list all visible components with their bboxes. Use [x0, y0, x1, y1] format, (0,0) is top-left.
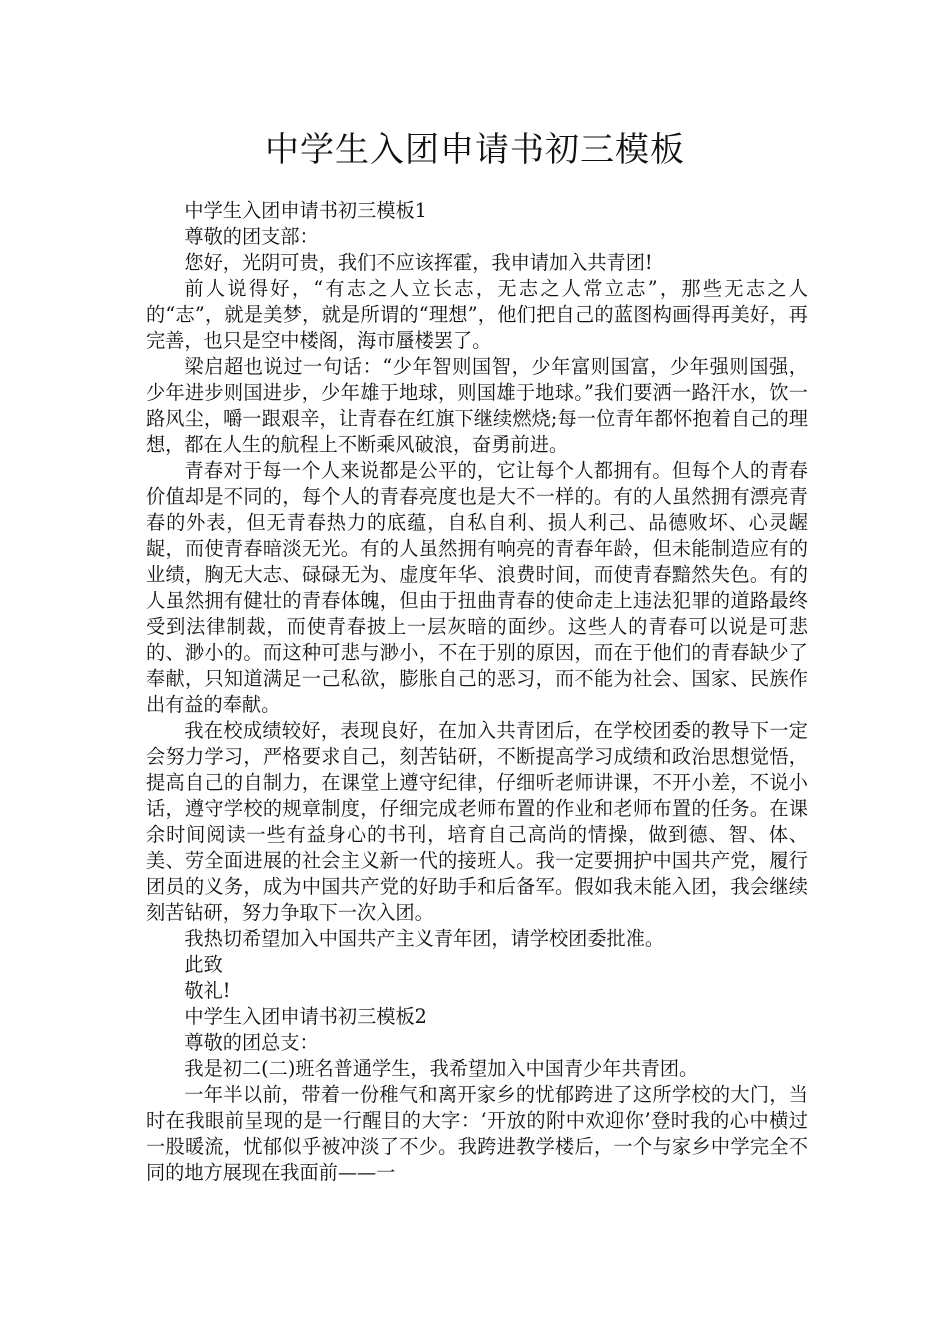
closing-line: 敬礼!: [184, 979, 231, 1002]
salutation-2: 尊敬的团总支：: [184, 1031, 319, 1054]
document-title: 中学生入团申请书初三模板: [265, 130, 685, 170]
paragraph: 梁启超也说过一句话：“少年智则国智，少年富则国富，少年强则国强，少年进步则国进步，少年雄于地球，则国雄于地球。”我们要洒一路汗水，饮一路风尘，嚼一跟艰辛，让青春在红旗下继续燃烧;每一位青年都怀抱着自己的理想，都在人生的航程上不断乘风破浪，奋勇前进。: [146, 355, 808, 456]
section-heading-2: 中学生入团申请书初三模板2: [184, 1005, 427, 1028]
paragraph: 我热切希望加入中国共产主义青年团，请学校团委批准。: [184, 927, 665, 950]
paragraph: 我是初二(二)班名普通学生，我希望加入中国青少年共青团。: [184, 1057, 699, 1080]
document-body: [146, 198, 808, 1186]
paragraph: 前人说得好，“有志之人立长志，无志之人常立志”，那些无志之人的“志”，就是美梦，就是所谓的“理想”，他们把自己的蓝图构画得再美好，再完善，也只是空中楼阁，海市蜃楼罢了。: [146, 277, 808, 352]
closing-line: 此致: [184, 953, 223, 976]
paragraph: 一年半以前，带着一份稚气和离开家乡的忧郁跨进了这所学校的大门，当时在我眼前呈现的是一行醒目的大字：‘开放的附中欢迎你’登时我的心中横过一股暖流，忧郁似乎被冲淡了不少。我跨进教学楼后，一个与家乡中学完全不同的地方展现在我面前——一: [146, 1083, 808, 1184]
salutation-1: 尊敬的团支部：: [184, 225, 319, 248]
section-heading-1: 中学生入团申请书初三模板1: [184, 199, 427, 222]
paragraph: 您好，光阴可贵，我们不应该挥霍，我申请加入共青团!: [184, 251, 653, 274]
paragraph: 青春对于每一个人来说都是公平的，它让每个人都拥有。但每个人的青春价值却是不同的，每个人的青春亮度也是大不一样的。有的人虽然拥有漂亮青春的外表，但无青春热力的底蕴，自私自利、损人利己、品德败坏、心灵龌龊，而使青春暗淡无光。有的人虽然拥有响亮的青春年龄，但未能制造应有的业绩，胸无大志、碌碌无为、虚度年华、浪费时间，而使青春黯然失色。有的人虽然拥有健壮的青春体魄，但由于扭曲青春的使命走上违法犯罪的道路最终受到法律制裁，而使青春披上一层灰暗的面纱。这些人的青春可以说是可悲的、渺小的。而这种可悲与渺小，不在于别的原因，而在于他们的青春缺少了奉献，只知道满足一己私欲，膨胀自己的恶习，而不能为社会、国家、民族作出有益的奉献。: [146, 459, 808, 716]
paragraph: 我在校成绩较好，表现良好，在加入共青团后，在学校团委的教导下一定会努力学习，严格要求自己，刻苦钻研，不断提高学习成绩和政治思想觉悟，提高自己的自制力，在课堂上遵守纪律，仔细听老师讲课，不开小差，不说小话，遵守学校的规章制度，仔细完成老师布置的作业和老师布置的任务。在课余时间阅读一些有益身心的书刊，培育自己高尚的情操，做到德、智、体、美、劳全面进展的社会主义新一代的接班人。我一定要拥护中国共产党，履行团员的义务，成为中国共产党的好助手和后备军。假如我未能入团，我会继续刻苦钻研，努力争取下一次入团。: [146, 719, 808, 924]
